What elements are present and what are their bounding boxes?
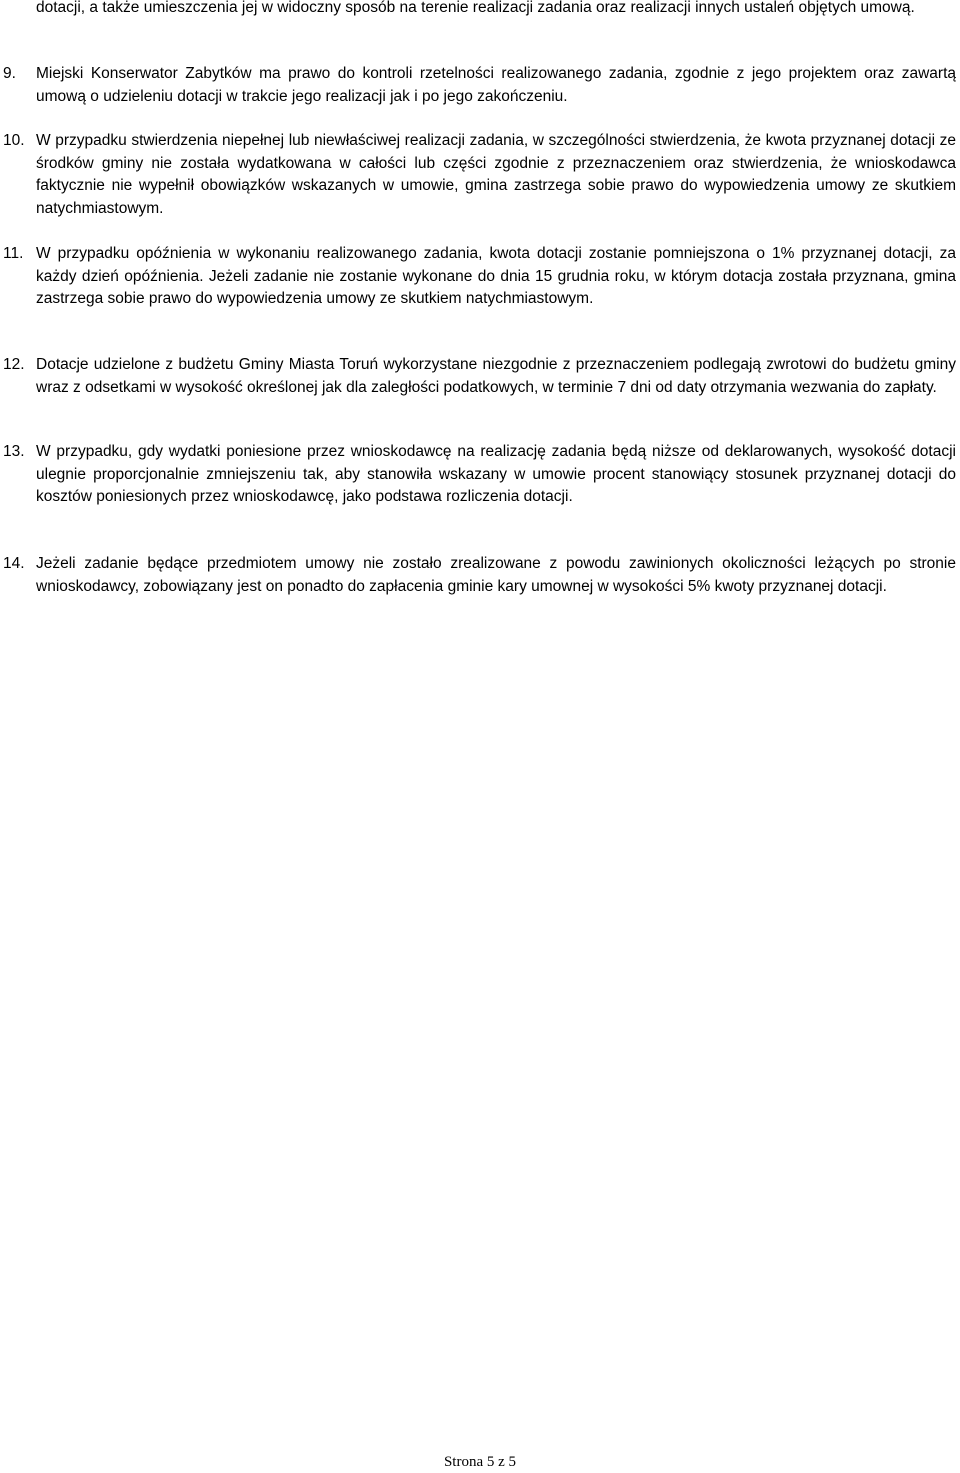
item-text: Miejski Konserwator Zabytków ma prawo do kontroli rzetelności realizowanego zadania, zgodnie z jego projektem oraz zawartą umową o udzieleniu dotacji w trakcie jego realizacji jak i po jego zakończeniu. — [36, 65, 956, 105]
item-number: 11. — [3, 245, 24, 262]
item-text: W przypadku stwierdzenia niepełnej lub niewłaściwej realizacji zadania, w szczególności stwierdzenia, że kwota przyznanej dotacji ze środków gminy nie została wydatkowana w całości lub części zgodnie z przeznaczeniem oraz stwierdzenia, że wnioskodawca faktycznie nie wypełnił obowiązków wskazanych w umowie, gmina zastrzega sobie prawo do wypowiedzenia umowy ze skutkiem natychmiastowym. — [36, 132, 956, 217]
continuation-paragraph: dotacji, a także umieszczenia jej w widoczny sposób na terenie realizacji zadania oraz realizacji innych ustaleń objętych umową. — [36, 0, 915, 16]
item-number: 12. — [3, 356, 25, 373]
item-text: W przypadku opóźnienia w wykonaniu realizowanego zadania, kwota dotacji zostanie pomniejszona o 1% przyznanej dotacji, za każdy dzień opóźnienia. Jeżeli zadanie nie zostanie wykonane do dnia 15 grudnia roku, w którym dotacja została przyznana, gmina zastrzega sobie prawo do wypowiedzenia umowy ze skutkiem natychmiastowym. — [36, 245, 956, 307]
item-number: 14. — [3, 555, 25, 572]
item-number: 9. — [3, 65, 16, 82]
item-text: Dotacje udzielone z budżetu Gminy Miasta Toruń wykorzystane niezgodnie z przeznaczeniem podlegają zwrotowi do budżetu gminy wraz z odsetkami w wysokość określonej jak dla zaległości podatkowych, w terminie 7 dni od daty otrzymania wezwania do zapłaty. — [36, 356, 956, 396]
item-number: 10. — [3, 132, 25, 149]
item-text: W przypadku, gdy wydatki poniesione przez wnioskodawcę na realizację zadania będą niższe od deklarowanych, wysokość dotacji ulegnie proporcjonalnie zmniejszeniu tak, aby stanowiła wskazany w umowie procent stanowiący stosunek przyznanej dotacji do kosztów poniesionych przez wnioskodawcę, jako podstawa rozliczenia dotacji. — [36, 443, 956, 505]
item-number: 13. — [3, 443, 25, 460]
item-text: Jeżeli zadanie będące przedmiotem umowy nie zostało zrealizowane z powodu zawinionych okoliczności leżących po stronie wnioskodawcy, zobowiązany jest on ponadto do zapłacenia gminie kary umownej w wysokości 5% kwoty przyznanej dotacji. — [36, 555, 956, 595]
page-footer: Strona 5 z 5 — [443, 1454, 517, 1470]
